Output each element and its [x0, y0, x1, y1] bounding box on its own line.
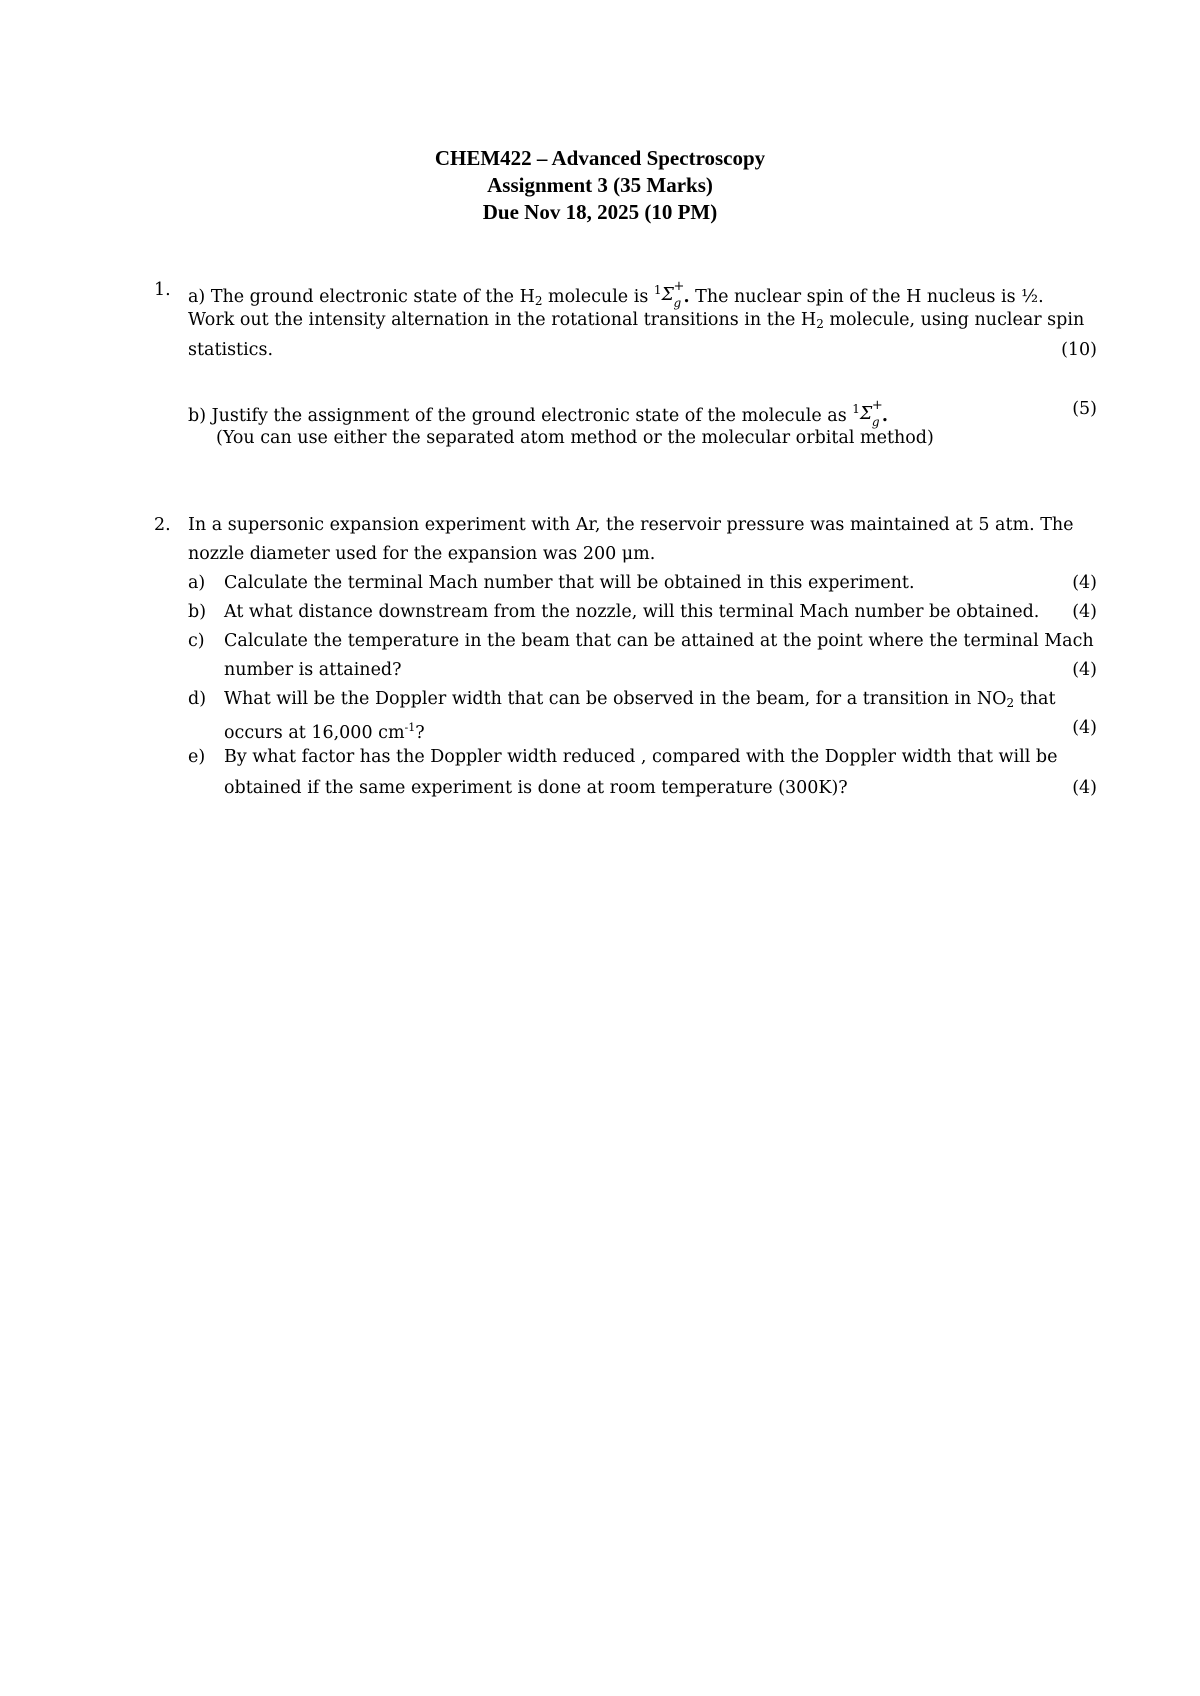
q2a-marks: (4): [1072, 573, 1097, 593]
course-title: CHEM422 – Advanced Spectroscopy: [434, 146, 766, 170]
q2e-text-line-1: By what factor has the Doppler width reduced , compared with the Doppler width that will be: [224, 747, 1058, 767]
q2d-marks: (4): [1072, 718, 1097, 738]
assignment-title: Assignment 3 (35 Marks): [487, 173, 713, 197]
q2c-text-line-2: number is attained?: [224, 660, 402, 680]
q2d-label: d): [188, 689, 207, 709]
q2c-text-line-1: Calculate the temperature in the beam that can be attained at the point where the terminal Mach: [224, 631, 1094, 651]
due-date: Due Nov 18, 2025 (10 PM): [482, 200, 718, 224]
q2e-text-line-2: obtained if the same experiment is done at room temperature (300K)?: [224, 778, 848, 798]
q2d-text-line-2: occurs at 16,000 $cm^{-1}$?: [224, 721, 425, 743]
question-2-number: 2.: [154, 515, 171, 535]
q2b-marks: (4): [1072, 602, 1097, 622]
q2-intro-line-1: In a supersonic expansion experiment with Ar, the reservoir pressure was maintained at 5 atm. The: [188, 515, 1074, 535]
q2e-marks: (4): [1072, 778, 1097, 798]
q2b-text: At what distance downstream from the nozzle, will this terminal Mach number be obtained.: [224, 602, 1040, 622]
q2-intro-line-2: nozzle diameter used for the expansion was 200 μm.: [188, 544, 656, 564]
q1b-line-1: b) Justify the assignment of the ground electronic state of the molecule as $^1$ Σ + g .: [188, 398, 888, 429]
q2e-label: e): [188, 747, 206, 767]
q2b-label: b): [188, 602, 207, 622]
q1a-line-2: Work out the intensity alternation in the rotational transitions in the $H_2$ molecule, using nuclear spin: [188, 310, 1085, 331]
q2c-label: c): [188, 631, 205, 651]
q2a-label: a): [188, 573, 206, 593]
term-symbol-sigma-g-plus-2: $^1$ Σ + g: [852, 398, 883, 429]
q2d-text-line-1: What will be the Doppler width that can be observed in the beam, for a transition in $NO_2$ that: [224, 689, 1056, 710]
q1a-marks: (10): [1061, 340, 1097, 360]
q2c-marks: (4): [1072, 660, 1097, 680]
question-1-number: 1.: [154, 280, 171, 300]
q1a-line-1: a) The ground electronic state of the $H_2$ molecule is $^1$ Σ + g . The nuclear spin of the H nucleus is ½.: [188, 279, 1044, 310]
q1b-line-2: (You can use either the separated atom method or the molecular orbital method): [216, 428, 934, 448]
q1b-marks: (5): [1072, 399, 1097, 419]
term-symbol-sigma-g-plus: $^1$ Σ + g: [653, 279, 685, 310]
q2a-text: Calculate the terminal Mach number that will be obtained in this experiment.: [224, 573, 915, 593]
q1a-line-3: statistics.: [188, 340, 274, 360]
document-header: [0, 145, 1200, 226]
